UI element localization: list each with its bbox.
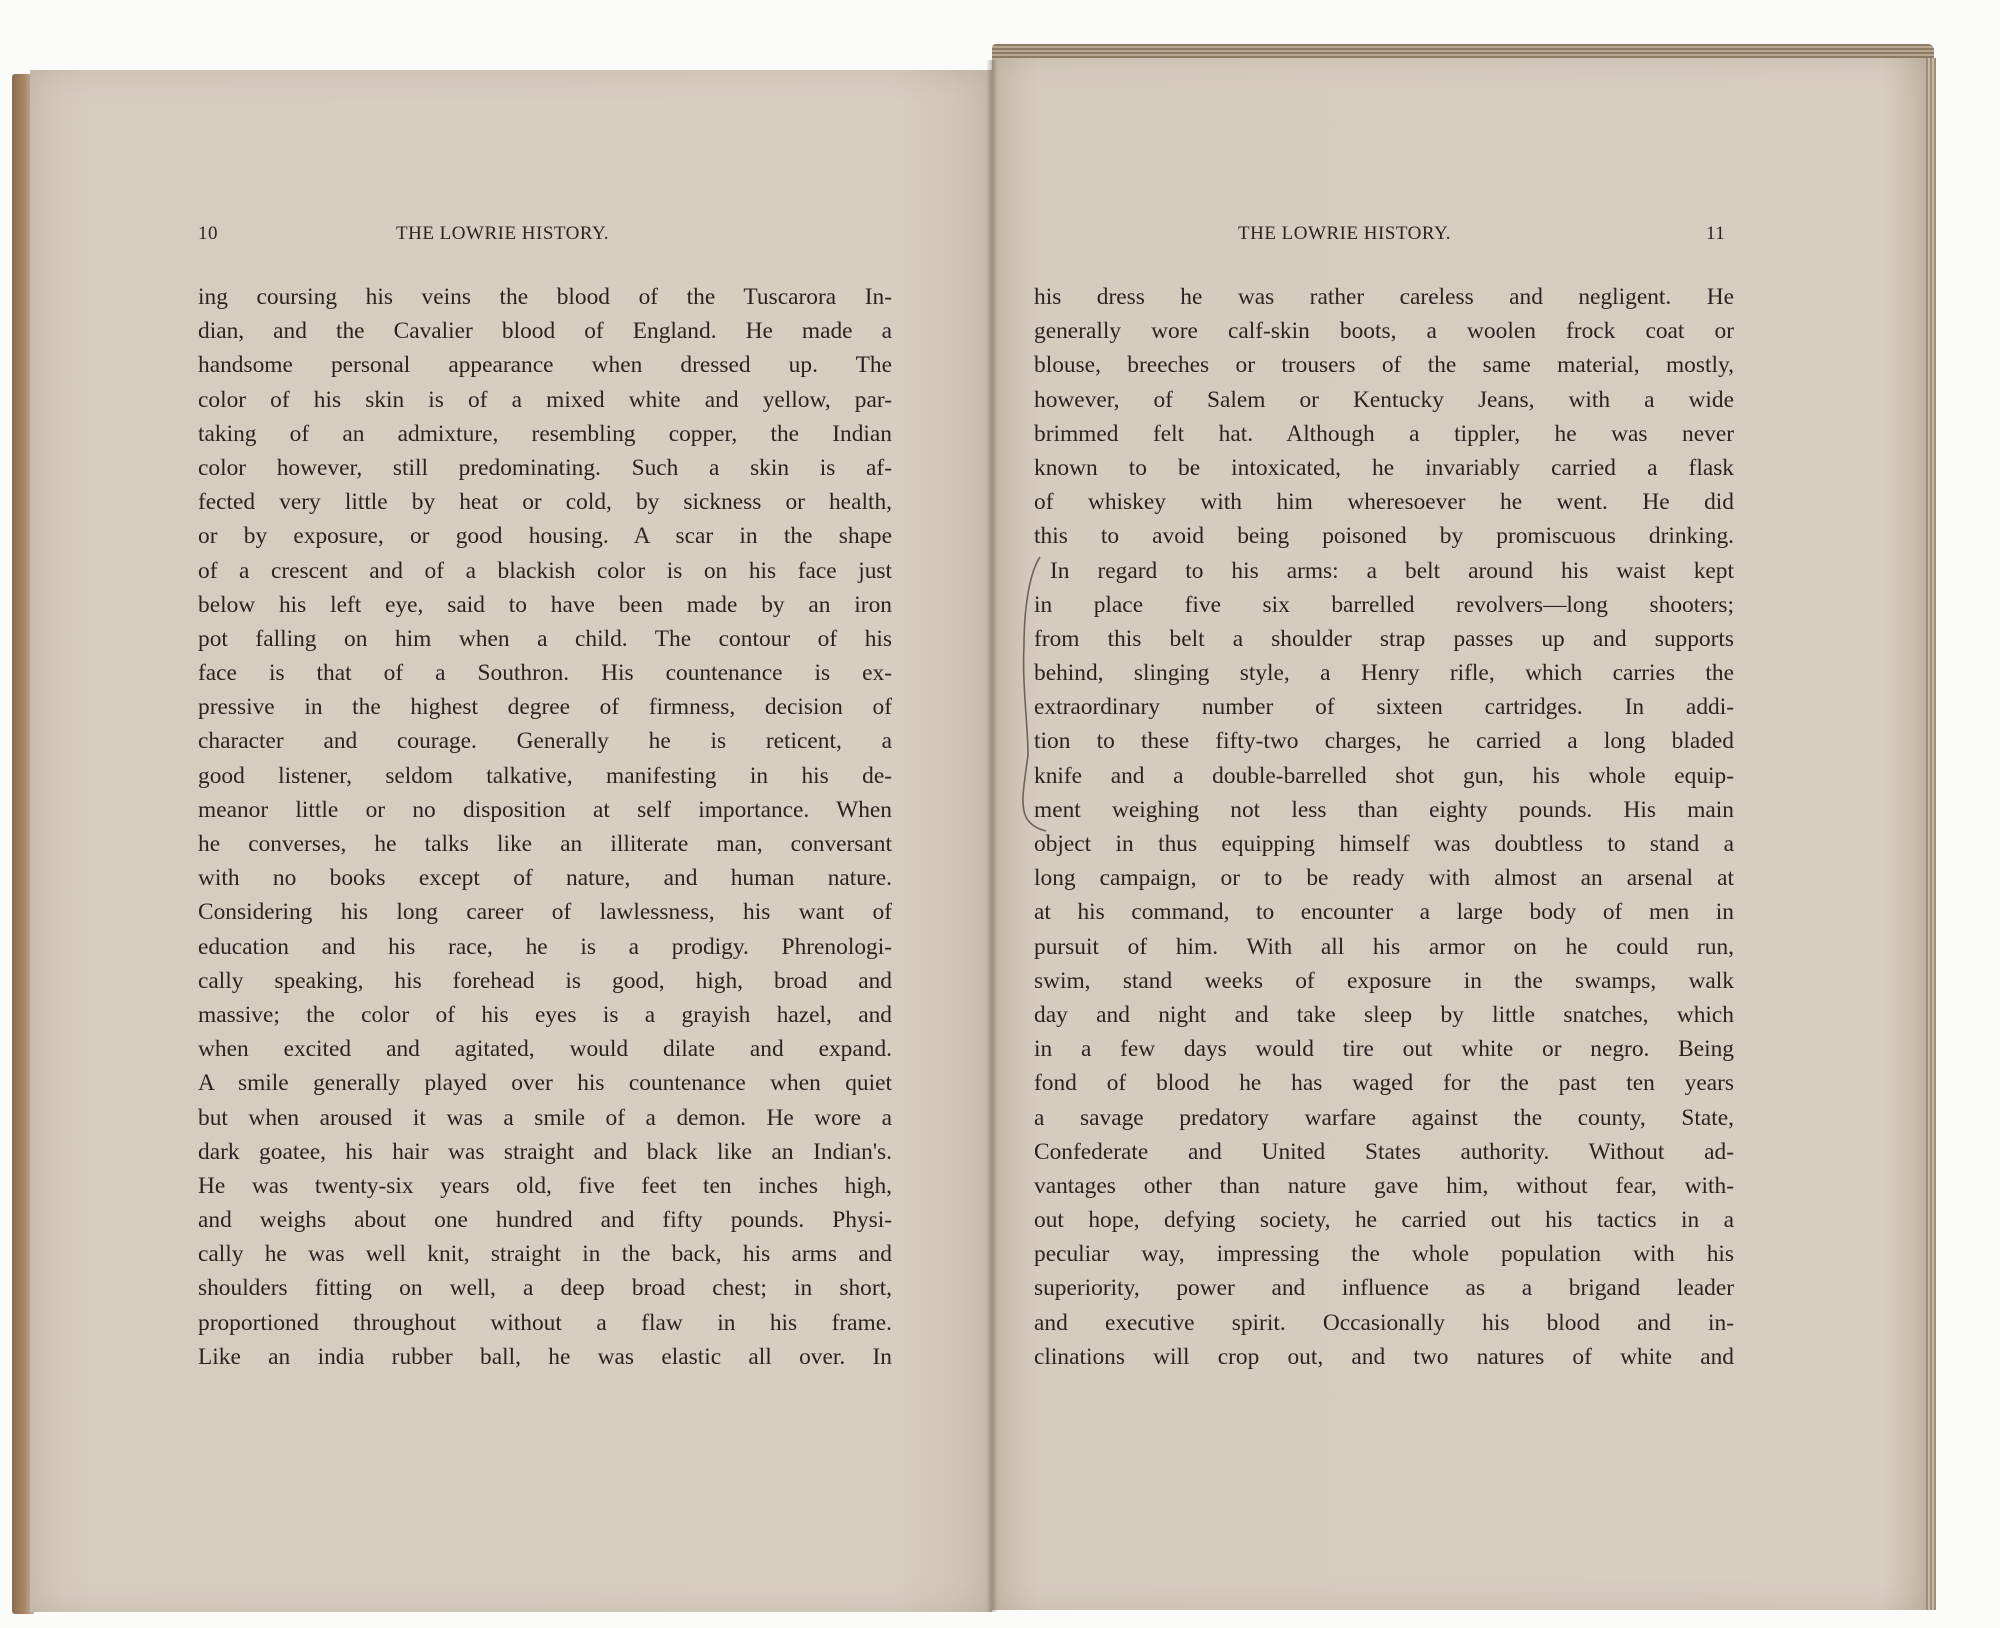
text-line: blouse, breeches or trousers of the same material, mostly,	[1034, 352, 1734, 379]
text-line: he converses, he talks like an illiterate man, conversant	[198, 831, 892, 857]
text-line: long campaign, or to be ready with almost an arsenal at	[1034, 865, 1734, 892]
text-line: He was twenty-six years old, five feet ten inches high,	[198, 1172, 892, 1199]
text-line: and weighs about one hundred and fifty pounds. Physi-	[198, 1207, 892, 1234]
text-line: good listener, seldom talkative, manifesting in his de-	[198, 762, 892, 789]
text-line: In regard to his arms: a belt around his waist kept	[1050, 557, 1734, 584]
left-page-number: 10	[198, 223, 218, 244]
text-line: a savage predatory warfare against the county, State,	[1034, 1104, 1734, 1131]
text-line: color of his skin is of a mixed white and yellow, par-	[198, 386, 892, 413]
text-line: fected very little by heat or cold, by sickness or health,	[198, 489, 892, 516]
text-line: dian, and the Cavalier blood of England. He made a	[198, 318, 892, 345]
text-line: Confederate and United States authority. Without ad-	[1034, 1138, 1734, 1165]
text-line: below his left eye, said to have been made by an iron	[198, 591, 892, 618]
text-line: generally wore calf-skin boots, a woolen frock coat or	[1034, 318, 1734, 345]
right-page-number: 11	[1706, 223, 1726, 244]
text-line: of a crescent and of a blackish color is on his face just	[198, 557, 892, 584]
text-line: object in thus equipping himself was doubtless to stand a	[1034, 831, 1734, 857]
text-line: of whiskey with him wheresoever he went. He did	[1034, 489, 1734, 516]
right-running-head: THE LOWRIE HISTORY.	[1238, 223, 1452, 244]
text-line: with no books except of nature, and human nature.	[198, 865, 892, 892]
text-line: or by exposure, or good housing. A scar in the shape	[198, 523, 892, 550]
text-line: in place five six barrelled revolvers—long shooters;	[1034, 591, 1734, 618]
text-line: Considering his long career of lawlessness, his want of	[198, 899, 892, 926]
text-line: cally speaking, his forehead is good, high, broad and	[198, 967, 892, 994]
text-line: but when aroused it was a smile of a demon. He wore a	[198, 1104, 892, 1131]
text-line: swim, stand weeks of exposure in the swamps, walk	[1034, 967, 1734, 994]
text-line: education and his race, he is a prodigy. Phrenologi-	[198, 933, 892, 960]
page-stack-right	[1926, 58, 1936, 1610]
text-line: clinations will crop out, and two natures of white and	[1034, 1343, 1734, 1370]
text-line: proportioned throughout without a flaw in his frame.	[198, 1309, 892, 1336]
text-line: known to be intoxicated, he invariably carried a flask	[1034, 454, 1734, 481]
left-page-text	[198, 280, 892, 1374]
text-line: day and night and take sleep by little snatches, which	[1034, 1001, 1734, 1028]
text-line: from this belt a shoulder strap passes up and supports	[1034, 625, 1734, 652]
text-line: this to avoid being poisoned by promiscuous drinking.	[1034, 523, 1734, 550]
text-line: pursuit of him. With all his armor on he could run,	[1034, 933, 1734, 960]
text-line: color however, still predominating. Such a skin is af-	[198, 454, 892, 481]
text-line: when excited and agitated, would dilate and expand.	[198, 1036, 892, 1063]
text-line: face is that of a Southron. His countenance is ex-	[198, 660, 892, 687]
text-line: extraordinary number of sixteen cartridges. In addi-	[1034, 694, 1734, 721]
text-line: pot falling on him when a child. The contour of his	[198, 625, 892, 652]
text-line: meanor little or no disposition at self importance. When	[198, 796, 892, 823]
text-line: shoulders fitting on well, a deep broad chest; in short,	[198, 1275, 892, 1302]
text-line: massive; the color of his eyes is a grayish hazel, and	[198, 1001, 892, 1028]
text-line: character and courage. Generally he is reticent, a	[198, 728, 892, 755]
text-line: however, of Salem or Kentucky Jeans, with a wide	[1034, 386, 1734, 413]
book-gutter	[986, 60, 998, 1612]
text-line: knife and a double-barrelled shot gun, his whole equip-	[1034, 762, 1734, 789]
text-line: vantages other than nature gave him, without fear, with-	[1034, 1172, 1734, 1199]
text-line: pressive in the highest degree of firmness, decision of	[198, 694, 892, 721]
text-line: superiority, power and influence as a brigand leader	[1034, 1275, 1734, 1302]
text-line: fond of blood he has waged for the past ten years	[1034, 1070, 1734, 1097]
text-line: peculiar way, impressing the whole population with his	[1034, 1241, 1734, 1268]
text-line: cally he was well knit, straight in the back, his arms and	[198, 1241, 892, 1268]
text-line: A smile generally played over his countenance when quiet	[198, 1070, 892, 1097]
text-line: ment weighing not less than eighty pounds. His main	[1034, 796, 1734, 823]
text-line: his dress he was rather careless and negligent. He	[1034, 284, 1734, 310]
text-line: taking of an admixture, resembling copper, the Indian	[198, 420, 892, 447]
text-line: dark goatee, his hair was straight and black like an Indian's.	[198, 1138, 892, 1165]
text-line: tion to these fifty-two charges, he carried a long bladed	[1034, 728, 1734, 755]
text-line: handsome personal appearance when dressed up. The	[198, 352, 892, 379]
text-line: out hope, defying society, he carried out his tactics in a	[1034, 1207, 1734, 1234]
text-line: brimmed felt hat. Although a tippler, he was never	[1034, 420, 1734, 447]
text-line: Like an india rubber ball, he was elastic all over. In	[198, 1343, 892, 1370]
text-line: ing coursing his veins the blood of the Tuscarora In-	[198, 284, 892, 310]
left-running-head: THE LOWRIE HISTORY.	[396, 223, 610, 244]
text-line: at his command, to encounter a large body of men in	[1034, 899, 1734, 926]
text-line: in a few days would tire out white or negro. Being	[1034, 1036, 1734, 1063]
right-page-text	[1034, 280, 1734, 1374]
text-line: behind, slinging style, a Henry rifle, which carries the	[1034, 660, 1734, 687]
pencil-margin-bracket	[1018, 555, 1048, 835]
text-line: and executive spirit. Occasionally his blood and in-	[1034, 1309, 1734, 1336]
